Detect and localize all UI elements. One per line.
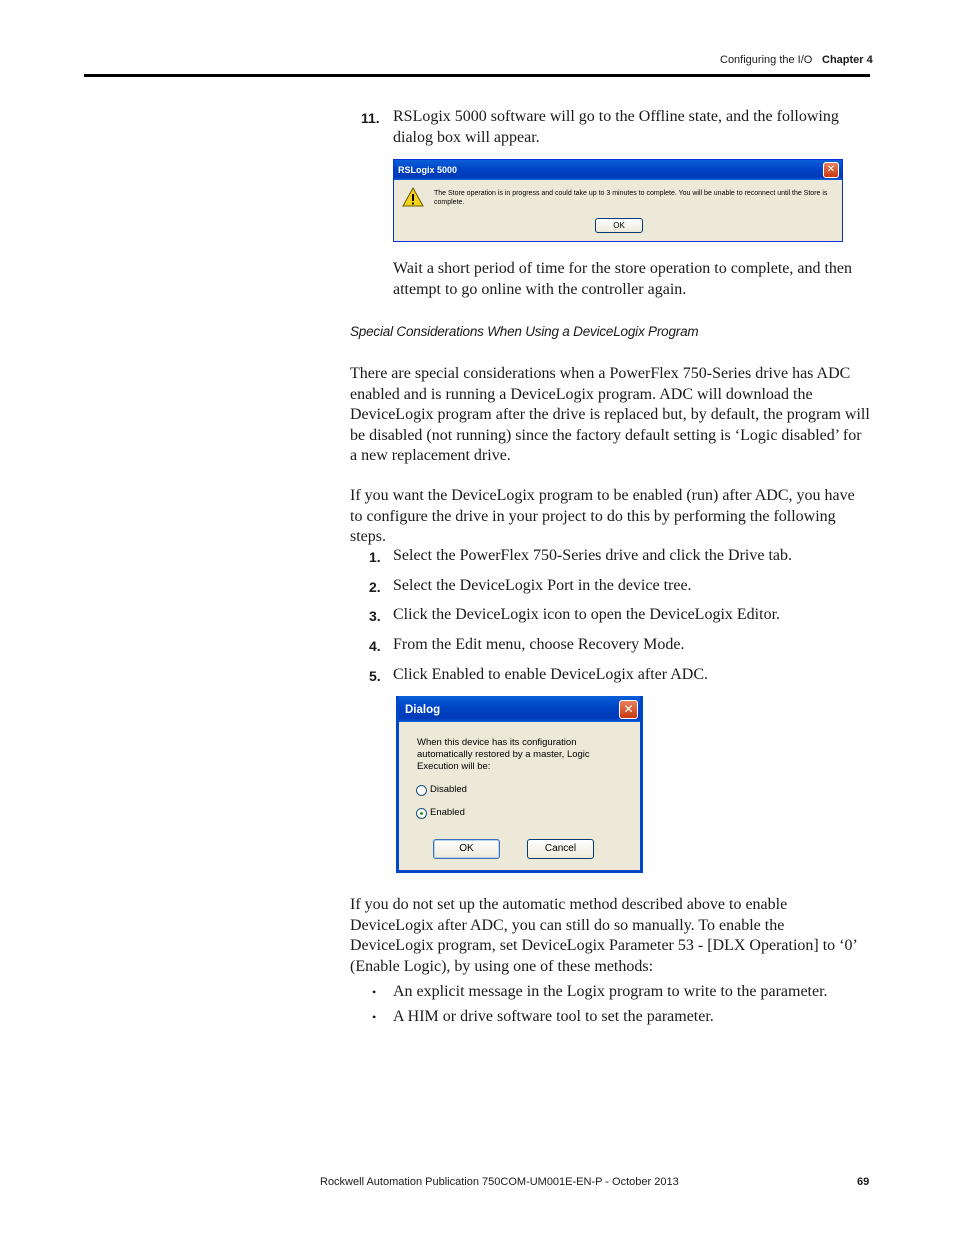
bullet-marker: •	[372, 985, 377, 999]
header-rule	[84, 74, 870, 77]
header-chapter: Chapter 4	[822, 54, 873, 66]
rslogix-dialog-title: RSLogix 5000	[394, 160, 842, 180]
footer-page-number: 69	[857, 1176, 870, 1188]
paragraph-enable-steps: If you want the DeviceLogix program to be enabled (run) after ADC, you have to configure the drive in your project to do this by performing the following steps.	[350, 487, 855, 545]
bullet-item: A HIM or drive software tool to set the parameter.	[393, 1008, 714, 1025]
radio-enabled-label: Enabled	[430, 807, 465, 818]
paragraph-adc-considerations: There are special considerations when a PowerFlex 750-Series drive has ADC enabled and is running a DeviceLogix program. ADC will download the DeviceLogix program after the drive is replaced but, by default, the program will be disabled (not running) since the factory default setting is ‘Logic disabled’ for a new replacement drive.	[350, 365, 870, 464]
step-number: 2.	[369, 579, 381, 595]
step-text: Click Enabled to enable DeviceLogix after ADC.	[393, 666, 709, 683]
ok-button[interactable]: OK	[433, 839, 500, 859]
step-11-text: RSLogix 5000 software will go to the Offline state, and the following dialog box will appear.	[393, 108, 839, 146]
step-text: From the Edit menu, choose Recovery Mode.	[393, 636, 685, 653]
step-text: Select the DeviceLogix Port in the device tree.	[393, 577, 692, 594]
radio-disabled-label: Disabled	[430, 784, 467, 795]
devicelogix-dialog-title: Dialog	[399, 696, 640, 722]
step-number: 1.	[369, 549, 381, 565]
radio-enabled[interactable]	[416, 808, 427, 819]
devicelogix-dialog	[396, 696, 643, 873]
close-icon[interactable]: ✕	[619, 700, 638, 719]
step-number: 5.	[369, 668, 381, 684]
bullet-marker: •	[372, 1010, 377, 1024]
header-section-title: Configuring the I/O	[720, 54, 813, 66]
step-text: Select the PowerFlex 750-Series drive and click the Drive tab.	[393, 547, 792, 564]
wait-paragraph: Wait a short period of time for the store operation to complete, and then attempt to go online with the controller again.	[393, 260, 853, 298]
devicelogix-dialog-message: When this device has its configuration automatically restored by a master, Logic Execution will be:	[417, 737, 590, 772]
step-text: Click the DeviceLogix icon to open the DeviceLogix Editor.	[393, 606, 781, 623]
step-number: 3.	[369, 608, 381, 624]
rslogix-dialog-message: The Store operation is in progress and could take up to 3 minutes to complete. You will be unable to reconnect until the Store is complete.	[434, 190, 828, 206]
warning-icon	[402, 187, 424, 207]
section-heading: Special Considerations When Using a DeviceLogix Program	[350, 324, 699, 339]
paragraph-manual-method: If you do not set up the automatic method described above to enable DeviceLogix after ADC, you can still do so manually. To enable the DeviceLogix program, set DeviceLogix Parameter 53 - [DLX Operation] to ‘0’ (Enable Logic), by using one of these methods:	[350, 896, 857, 975]
step-number: 4.	[369, 638, 381, 654]
footer-publication: Rockwell Automation Publication 750COM-UM001E-EN-P - October 2013	[320, 1176, 679, 1188]
radio-selected-dot	[420, 812, 423, 815]
radio-disabled[interactable]	[416, 785, 427, 796]
cancel-button[interactable]: Cancel	[527, 839, 594, 859]
bullet-item: An explicit message in the Logix program to write to the parameter.	[393, 983, 828, 1000]
close-icon[interactable]: ✕	[823, 162, 839, 178]
ok-button[interactable]: OK	[595, 218, 643, 233]
step-11-number: 11.	[361, 110, 380, 126]
rslogix-dialog	[393, 159, 843, 242]
